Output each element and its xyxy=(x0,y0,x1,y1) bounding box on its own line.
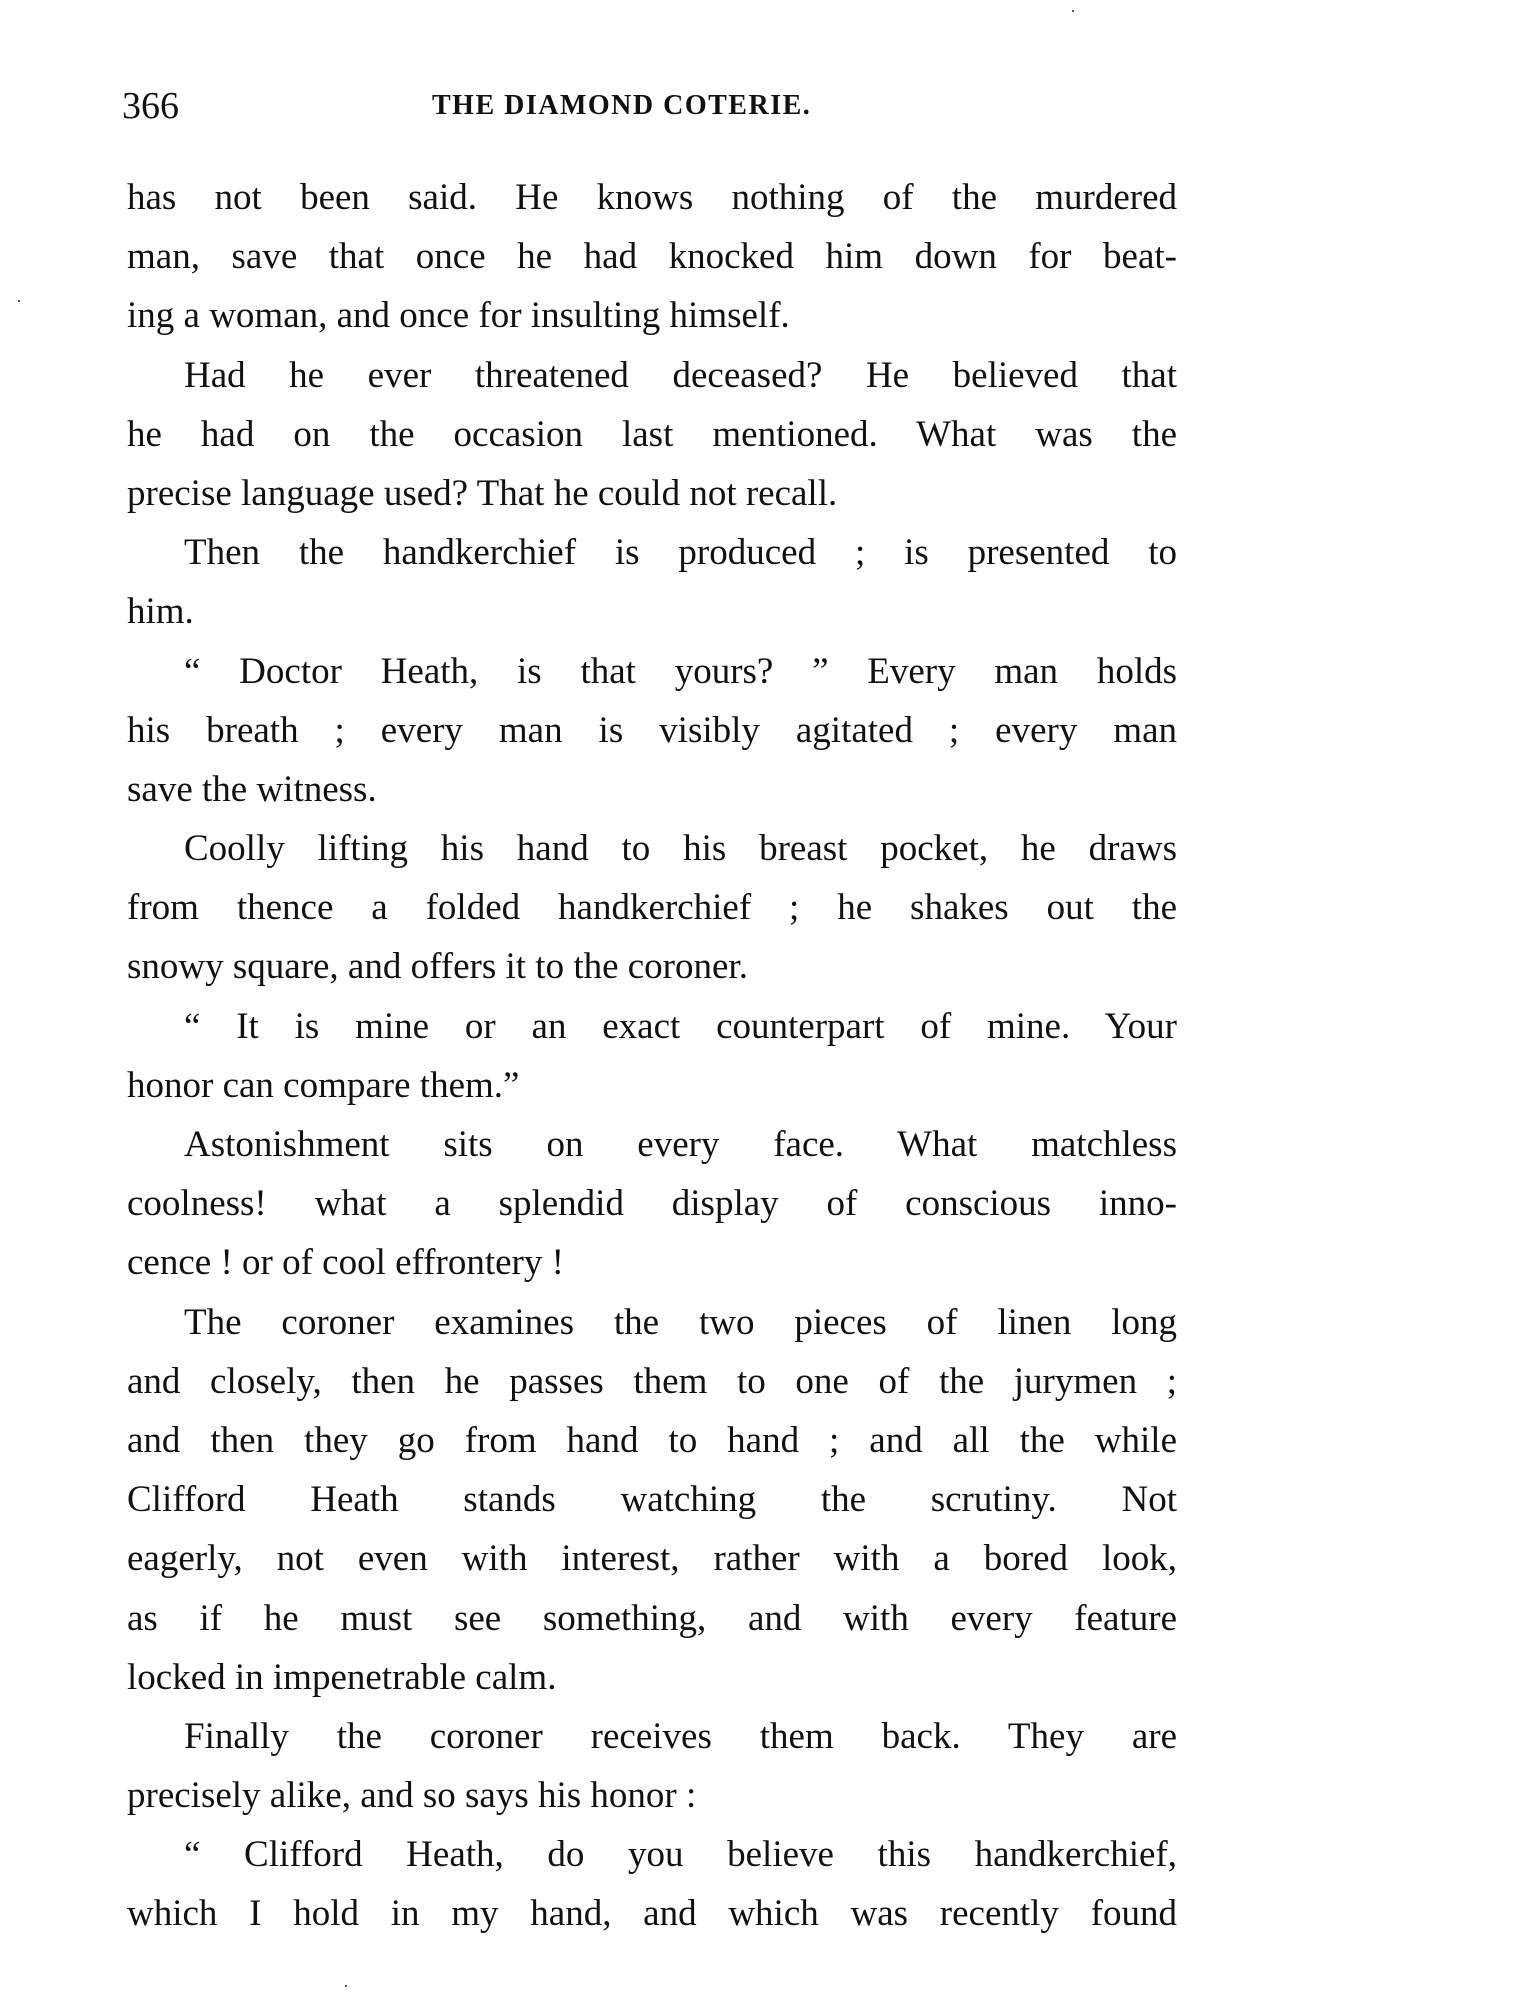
scan-speck xyxy=(345,1985,347,1987)
text-line: precise language used? That he could not recall. xyxy=(127,472,838,514)
page-header xyxy=(122,84,1182,134)
paragraph xyxy=(127,168,1177,346)
paragraph xyxy=(127,346,1177,524)
text-line: honor can compare them.” xyxy=(127,1064,520,1106)
text-line: coolness! what a splendid display of conscious inno- xyxy=(127,1183,1177,1225)
page-number: 366 xyxy=(122,85,179,127)
text-line: Clifford Heath stands watching the scrutiny. Not xyxy=(127,1479,1177,1521)
text-line: he had on the occasion last mentioned. What was the xyxy=(127,413,1177,455)
text-line: which I hold in my hand, and which was recently found xyxy=(127,1893,1177,1935)
text-line: his breath ; every man is visibly agitated ; every man xyxy=(127,709,1177,751)
text-line: and closely, then he passes them to one of the jurymen ; xyxy=(127,1360,1177,1402)
scan-speck xyxy=(18,300,20,302)
text-line: has not been said. He knows nothing of the murdered xyxy=(127,177,1177,218)
paragraph xyxy=(127,1707,1177,1825)
scan-speck xyxy=(1072,10,1074,12)
text-line: Had he ever threatened deceased? He believed that xyxy=(184,354,1177,396)
text-line: precisely alike, and so says his honor : xyxy=(127,1775,697,1817)
text-line: from thence a folded handkerchief ; he shakes out the xyxy=(127,887,1177,929)
text-line: “ It is mine or an exact counterpart of mine. Your xyxy=(184,1005,1177,1047)
text-line: snowy square, and offers it to the coroner. xyxy=(127,946,748,988)
text-line: and then they go from hand to hand ; and all the while xyxy=(127,1419,1177,1461)
paragraph xyxy=(127,819,1177,997)
paragraph xyxy=(127,642,1177,820)
paragraph xyxy=(127,523,1177,641)
running-title: THE DIAMOND COTERIE. xyxy=(432,90,812,121)
body-text xyxy=(127,168,1177,1944)
text-line: “ Doctor Heath, is that yours? ” Every man holds xyxy=(184,650,1177,692)
paragraph xyxy=(127,1293,1177,1707)
text-line: save the witness. xyxy=(127,768,377,810)
text-line: man, save that once he had knocked him down for beat- xyxy=(127,236,1177,278)
text-line: Then the handkerchief is produced ; is presented to xyxy=(184,532,1177,574)
text-line: locked in impenetrable calm. xyxy=(127,1656,557,1698)
text-line: cence ! or of cool effrontery ! xyxy=(127,1242,564,1284)
text-line: Finally the coroner receives them back. They are xyxy=(184,1715,1177,1757)
text-line: him. xyxy=(127,591,194,633)
paragraph xyxy=(127,1825,1177,1943)
text-line: eagerly, not even with interest, rather with a bored look, xyxy=(127,1538,1177,1580)
text-line: Coolly lifting his hand to his breast pocket, he draws xyxy=(184,828,1177,870)
text-line: Astonishment sits on every face. What matchless xyxy=(184,1124,1177,1165)
text-line: The coroner examines the two pieces of linen long xyxy=(184,1301,1177,1343)
text-line: “ Clifford Heath, do you believe this handkerchief, xyxy=(184,1834,1177,1876)
text-line: as if he must see something, and with every feature xyxy=(127,1597,1177,1639)
text-line: ing a woman, and once for insulting himself. xyxy=(127,295,790,337)
paragraph xyxy=(127,997,1177,1115)
paragraph xyxy=(127,1115,1177,1293)
